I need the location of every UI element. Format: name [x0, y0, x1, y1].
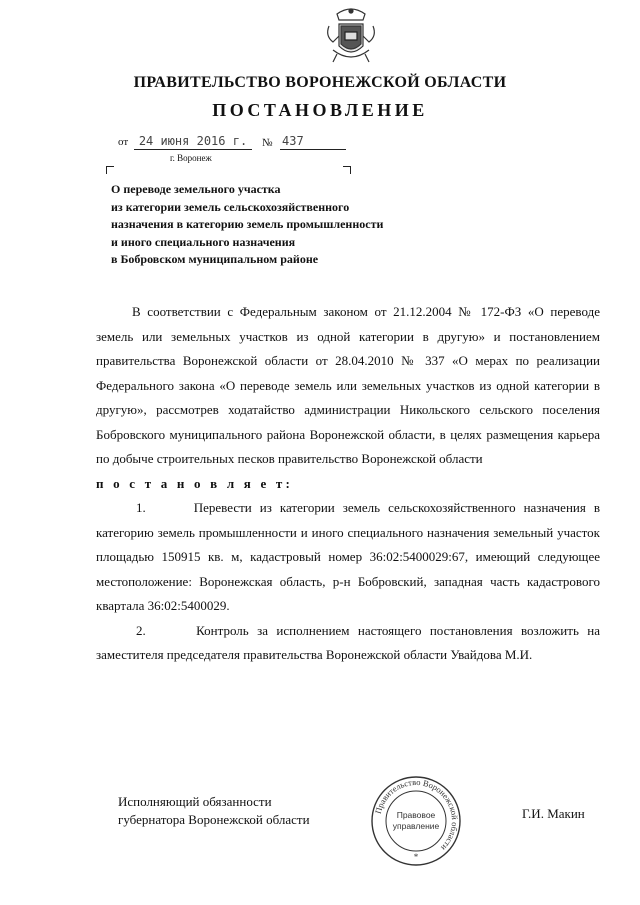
document-subject [111, 181, 441, 269]
seal-stamp [370, 775, 462, 867]
item-1-paragraph: 1. Перевести из категории земель сельскохозяйственного назначения в категорию земель промышленности и иного специального назначения земельный участок площадью 150915 кв. м, кадастровый номер 36:02:5400029:67, имеющий следующее местоположение: Воронежская область, р-н Бобровский, западная часть кадастрового квартала 36:02:5400029. [96, 500, 600, 613]
coat-of-arms-icon [323, 6, 379, 68]
date-underline [134, 149, 252, 150]
corner-mark-right [343, 166, 351, 174]
preamble-paragraph: В соответствии с Федеральным законом от 21.12.2004 № 172-ФЗ «О переводе земель или земельных участков из одной категории в другую» и постановлением правительства Воронежской области от 28.04.2010 № 337 «О мерах по реализации Федерального закона «О переводе земель или земельных участков из одной категории в другую», рассмотрев ходатайство администрации Никольского сельского поселения Бобровского муниципального района Воронежской области, в целях размещения карьера по добыче строительных песков правительство Воронежской области [96, 304, 600, 466]
subject-line: О переводе земельного участка [111, 182, 281, 196]
document-date: 24 июня 2016 г. [138, 134, 248, 148]
subject-line: в Бобровском муниципальном районе [111, 252, 319, 266]
item-2-paragraph: 2. Контроль за исполнением настоящего постановления возложить на заместителя председателя правительства Воронежской области Увайдова М.И. [96, 622, 600, 662]
subject-line: и иного специального назначения [111, 234, 296, 249]
resolves-word: п о с т а н о в л я е т: [96, 475, 294, 491]
signatory-position [118, 793, 310, 829]
stamp-star: * [413, 852, 419, 862]
document-place: г. Воронеж [170, 153, 212, 163]
position-line: Исполняющий обязанности [118, 794, 272, 809]
corner-mark-left [106, 166, 114, 174]
subject-line: из категории земель сельскохозяйственного [111, 199, 350, 214]
position-line: губернатора Воронежской области [118, 812, 310, 827]
date-prefix: от [118, 136, 129, 148]
number-underline [280, 149, 346, 150]
stamp-inner-line: управление [392, 821, 440, 831]
signatory-name: Г.И. Макин [522, 806, 585, 821]
stamp-inner-line: Правовое [396, 810, 436, 820]
document-type: ПОСТАНОВЛЕНИЕ [212, 100, 428, 120]
stamp-outer-text: Правительство Воронежской области [372, 776, 461, 853]
subject-line: назначения в категорию земель промышленности [111, 217, 384, 231]
document-body [96, 300, 600, 668]
document-number: 437 [282, 134, 304, 148]
organization-title: ПРАВИТЕЛЬСТВО ВОРОНЕЖСКОЙ ОБЛАСТИ [133, 74, 507, 91]
number-label: № [262, 137, 273, 149]
